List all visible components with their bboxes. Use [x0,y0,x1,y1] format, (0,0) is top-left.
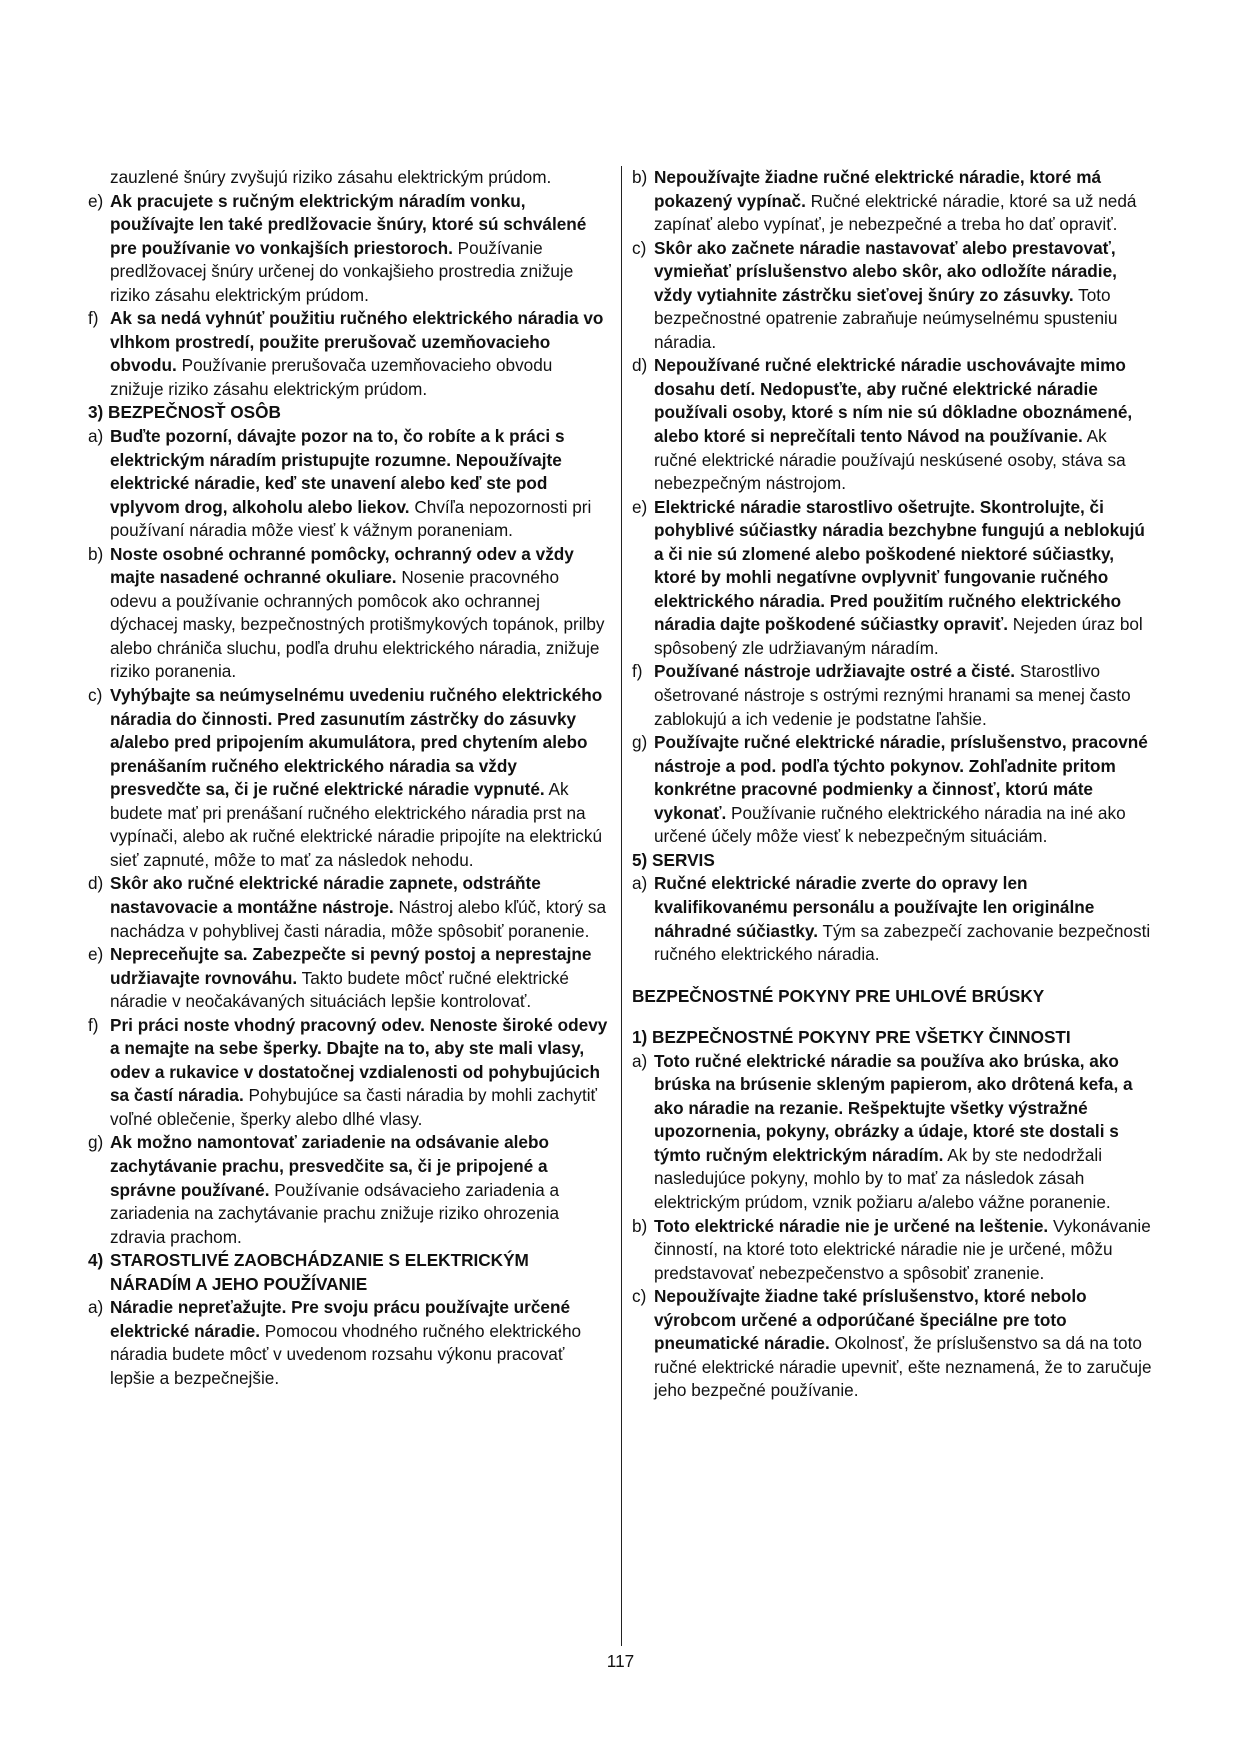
item-instruction: Buďte pozorní, dávajte pozor na to, čo robíte a k práci s elektrickým náradím pristupujte rozumne. Nepoužívajte elektrické náradie, keď ste unavení alebo keď ste pod vplyvom drog, alkoholu alebo liekov. [110,426,565,517]
item-label: b) [88,543,104,564]
item-explanation: Používanie odsávacieho zariadenia a zariadenia na zachytávanie prachu znižuje riziko ohrozenia zdravia prachom. [110,1179,560,1247]
list-item [88,684,610,872]
section-heading: BEZPEČNOSTNÉ POKYNY PRE UHLOVÉ BRÚSKY [632,985,1045,1006]
item-label: d) [632,355,648,376]
item-explanation: Nosenie pracovného odevu a používanie ochranných pomôcok ako ochrannej dýchacej masky, bezpečnostných protišmykových topánok, prilby alebo chrániča sluchu, podľa druhu elektrického náradia, znižuje riziko poranenia. [110,567,605,682]
section-title: STAROSTLIVÉ ZAOBCHÁDZANIE S ELEKTRICKÝM NÁRADÍM A JEHO POUŽÍVANIE [110,1250,529,1294]
list-item [632,1285,1154,1403]
item-label: d) [88,873,104,894]
item-instruction: Skôr ako začnete náradie nastavovať alebo prestavovať, vymieňať príslušenstvo alebo skôr, ako odložíte náradie, vždy vytiahnite zástrčku sieťovej šnúry zo zásuvky. [654,237,1117,305]
item-instruction: Používajte ručné elektrické náradie, príslušenstvo, pracovné nástroje a pod. podľa týchto pokynov. Zohľadnite pritom konkrétne pracovné podmienky a činnosť, ktorú máte vykonať. [654,732,1148,823]
item-instruction: Noste osobné ochranné pomôcky, ochranný odev a vždy majte nasadené ochranné okuliare. [110,543,574,588]
item-explanation: Používanie prerušovača uzemňovacieho obvodu znižuje riziko zásahu elektrickým prúdom. [110,355,553,399]
column-divider [621,166,622,1646]
list-item [88,425,610,543]
item-label: c) [88,685,103,706]
item-label: f) [88,308,99,329]
item-explanation: Nástroj alebo kľúč, ktorý sa nachádza v pohyblivej časti náradia, môže spôsobiť poranenie. [110,896,607,941]
item-label: e) [88,944,104,965]
list-item [632,496,1154,661]
item-instruction: Nepoužívajte žiadne také príslušenstvo, ktoré nebolo výrobcom určené a odporúčané špeciálne pre toto pneumatické náradie. [654,1286,1087,1354]
section-number: 4) [88,1250,104,1271]
item-explanation: Ak by ste nedodržali nasledujúce pokyny, mohlo by to mať za následok zásah elektrickým prúdom, vznik požiaru a/alebo vážne poranenie. [654,1144,1111,1212]
item-label: c) [632,237,647,258]
item-label: g) [632,732,648,753]
item-label: a) [632,1050,648,1071]
item-label: c) [632,1286,647,1307]
item-explanation: Nejeden úraz bol spôsobený zle udržiavaným náradím. [654,614,1143,658]
item-instruction: Toto elektrické náradie nie je určené na leštenie. [654,1215,1049,1236]
list-item [88,307,610,401]
item-instruction: Ručné elektrické náradie zverte do opravy len kvalifikovanému personálu a používajte len originálne náhradné súčiastky. [654,873,1095,941]
list-item [88,872,610,943]
item-label: a) [88,426,104,447]
item-label: e) [88,190,104,211]
item-instruction: Vyhýbajte sa neúmyselnému uvedeniu ručného elektrického náradia do činnosti. Pred zasunutím zástrčky do zásuvky a/alebo pred pripojením akumulátora, pred chytením alebo prenášaním ručného elektrického náradia sa vždy presvedčte sa, či je ručné elektrické náradie vypnuté. [110,685,603,800]
item-instruction: Elektrické náradie starostlivo ošetrujte. Skontrolujte, či pohyblivé súčiastky náradia bezchybne fungujú a neblokujú a či nie sú zlomené alebo poškodené niektoré súčiastky, ktoré by mohli negatívne ovplyvniť fungovanie ručného elektrického náradia. Pred použitím ručného elektrického náradia dajte poškodené súčiastky opraviť. [654,496,1145,635]
item-instruction: Náradie nepreťažujte. Pre svoju prácu používajte určené elektrické náradie. [110,1297,571,1341]
item-explanation: Takto budete môcť ručné elektrické náradie v neočakávaných situáciách lepšie kontrolovať. [110,967,569,1012]
list-item [632,660,1154,731]
item-instruction: Nepoužívané ručné elektrické náradie uschovávajte mimo dosahu detí. Nedopusťte, aby ručné elektrické náradie používali osoby, ktoré s ním nie sú dôkladne oboznámené, alebo ktoré si neprečítali tento Návod na používanie. [654,355,1133,447]
list-item [632,237,1154,355]
section-heading: 1) BEZPEČNOSTNÉ POKYNY PRE VŠETKY ČINNOSTI [632,1027,1071,1048]
left-column [88,166,610,1390]
item-explanation: Okolnosť, že príslušenstvo sa dá na toto ručné elektrické náradie upevniť, ešte neznamená, že to zaručuje jeho bezpečné používanie. [654,1333,1152,1401]
item-label: f) [88,1014,99,1035]
section-heading [88,1249,610,1296]
item-explanation: Vykonávanie činností, na ktoré toto elektrické náradie nie je určené, môžu predstavovať nebezpečenstvo a spôsobiť zranenie. [654,1215,1151,1283]
list-item [632,1215,1154,1286]
item-label: e) [632,496,648,517]
item-explanation: Ručné elektrické náradie, ktoré sa už nedá zapínať alebo vypínať, je nebezpečné a treba ho dať opraviť. [654,190,1137,235]
list-item [88,543,610,684]
item-instruction: Nepreceňujte sa. Zabezpečte si pevný postoj a neprestajne udržiavajte rovnováhu. [110,944,592,988]
item-explanation: Pomocou vhodného ručného elektrického náradia budete môcť v uvedenom rozsahu výkonu pracovať lepšie a bezpečnejšie. [110,1320,582,1388]
item-instruction: Ak pracujete s ručným elektrickým náradím vonku, používajte len také predlžovacie šnúry, ktoré sú schválené pre používanie vo vonkajších priestoroch. [110,190,587,258]
item-label: g) [88,1132,104,1153]
item-instruction: Toto ručné elektrické náradie sa používa ako brúska, ako brúska na brúsenie skleným papierom, ako drôtená kefa, a ako náradie na rezanie. Rešpektujte všetky výstražné upozornenia, pokyny, obrázky a údaje, ktoré ste dostali s týmto ručným elektrickým náradím. [654,1050,1133,1165]
item-explanation: Starostlivo ošetrované nástroje s ostrými reznými hranami sa menej často zablokujú a ich vedenie je podstatne ľahšie. [654,661,1131,729]
list-item [88,943,610,1014]
list-item [88,1014,610,1132]
item-explanation: Používanie predlžovacej šnúry určenej do vonkajšieho prostredia znižuje riziko zásahu elektrickým prúdom. [110,237,574,305]
item-explanation: Ak ručné elektrické náradie používajú neskúsené osoby, stáva sa nebezpečným nástrojom. [654,426,1126,494]
item-explanation: Chvíľa nepozornosti pri používaní náradia môže viesť k vážnym poraneniam. [110,496,592,541]
item-explanation: Tým sa zabezpečí zachovanie bezpečnosti ručného elektrického náradia. [654,920,1151,965]
item-instruction: Ak sa nedá vyhnúť použitiu ručného elektrického náradia vo vlhkom prostredí, použite prerušovač uzemňovacieho obvodu. [110,308,604,376]
list-item [632,872,1154,966]
item-label: b) [632,1215,648,1236]
list-item [88,190,610,308]
item-label: a) [632,873,648,894]
item-instruction: Pri práci noste vhodný pracovný odev. Nenoste široké odevy a nemajte na sebe šperky. Dbajte na to, aby ste mali vlasy, odev a rukavice v dostatočnej vzdialenosti od pohybujúcich sa častí náradia. [110,1014,608,1106]
item-explanation: Ak budete mať pri prenášaní ručného elektrického náradia prst na vypínači, alebo ak ručné elektrické náradie pripojíte na elektrickú sieť zapnuté, môže to mať za následok nehodu. [110,779,603,870]
item-explanation: Toto bezpečnostné opatrenie zabraňuje neúmyselnému spusteniu náradia. [654,284,1118,352]
item-instruction: Ak možno namontovať zariadenie na odsávanie alebo zachytávanie prachu, presvedčite sa, či je pripojené a správne používané. [110,1132,549,1200]
list-item [88,1131,610,1249]
page-number: 117 [606,1651,635,1671]
item-explanation: Používanie ručného elektrického náradia na iné ako určené účely môže viesť k nebezpečným situáciám. [654,802,1126,847]
item-instruction: Skôr ako ručné elektrické náradie zapnete, odstráňte nastavovacie a montážne nástroje. [110,873,541,917]
item-explanation: zauzlené šnúry zvyšujú riziko zásahu elektrickým prúdom. [110,167,552,187]
list-item [88,1296,610,1390]
section-heading: 5) SERVIS [632,849,715,870]
list-item [632,166,1154,237]
item-instruction: Nepoužívajte žiadne ručné elektrické náradie, ktoré má pokazený vypínač. [654,167,1102,211]
item-label: f) [632,661,643,682]
list-item [632,354,1154,495]
item-label: a) [88,1297,104,1318]
list-item [632,731,1154,849]
section-heading: 3) BEZPEČNOSŤ OSÔB [88,402,281,423]
list-item [632,1050,1154,1215]
list-item [88,166,610,190]
item-label: b) [632,167,648,187]
item-instruction: Používané nástroje udržiavajte ostré a čisté. [654,661,1016,682]
item-explanation: Pohybujúce sa časti náradia by mohli zachytiť voľné oblečenie, šperky alebo dlhé vlasy. [110,1085,598,1129]
right-column [632,166,1154,1403]
